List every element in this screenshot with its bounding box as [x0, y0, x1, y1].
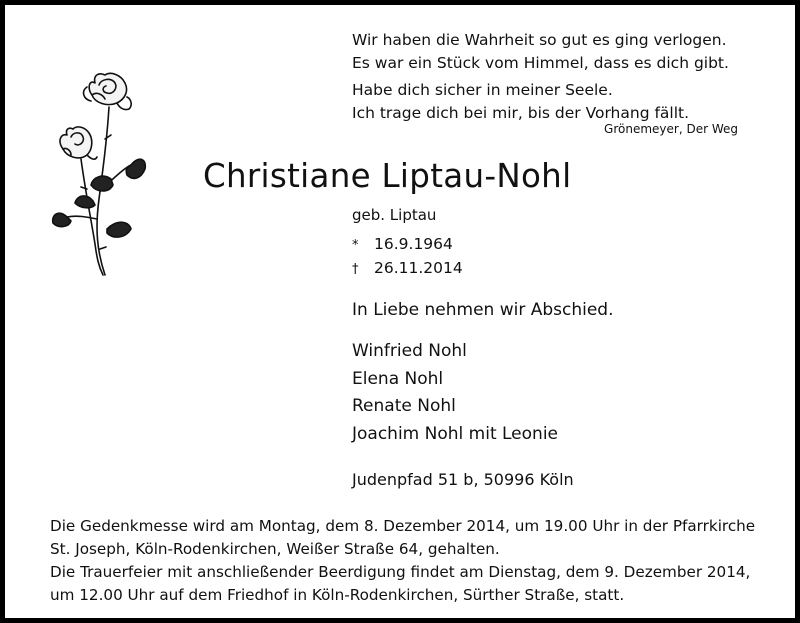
address: Judenpfad 51 b, 50996 Köln [352, 470, 574, 489]
family-member: Renate Nohl [352, 396, 456, 416]
family-member: Winfried Nohl [352, 341, 467, 361]
service-notice [50, 515, 755, 607]
poem-line: Ich trage dich bei mir, bis der Vorhang fällt. [352, 104, 690, 122]
death-date-row [352, 257, 463, 281]
poem [352, 29, 729, 125]
death-symbol: † [352, 262, 359, 277]
rose-icon [47, 69, 152, 283]
family-member: Elena Nohl [352, 368, 444, 389]
birth-date-row [352, 233, 463, 257]
notice-line: um 12.00 Uhr auf dem Friedhof in Köln-Rodenkirchen, Sürther Straße, statt. [50, 586, 625, 604]
maiden-name: geb. Liptau [352, 206, 437, 224]
notice-line: St. Joseph, Köln-Rodenkirchen, Weißer Straße 64, gehalten. [50, 540, 500, 558]
poem-line: Wir haben die Wahrheit so gut es ging verlogen. [352, 31, 727, 49]
death-date: 26.11.2014 [374, 259, 463, 277]
deceased-name: Christiane Liptau-Nohl [203, 157, 572, 195]
poem-line: Es war ein Stück vom Himmel, dass es dich gibt. [352, 54, 729, 72]
birth-symbol: * [352, 238, 359, 253]
family-member: Joachim Nohl mit Leonie [352, 423, 559, 444]
farewell-text: In Liebe nehmen wir Abschied. [352, 300, 614, 320]
birth-date: 16.9.1964 [374, 235, 453, 253]
notice-line: Die Trauerfeier mit anschließender Beerdigung findet am Dienstag, dem 9. Dezember 2014, [50, 563, 751, 581]
poem-line: Habe dich sicher in meiner Seele. [352, 81, 613, 99]
life-dates [352, 233, 463, 281]
notice-line: Die Gedenkmesse wird am Montag, dem 8. Dezember 2014, um 19.00 Uhr in der Pfarrkirche [50, 517, 756, 535]
poem-attribution: Grönemeyer, Der Weg [604, 122, 738, 136]
family-list [352, 338, 558, 448]
